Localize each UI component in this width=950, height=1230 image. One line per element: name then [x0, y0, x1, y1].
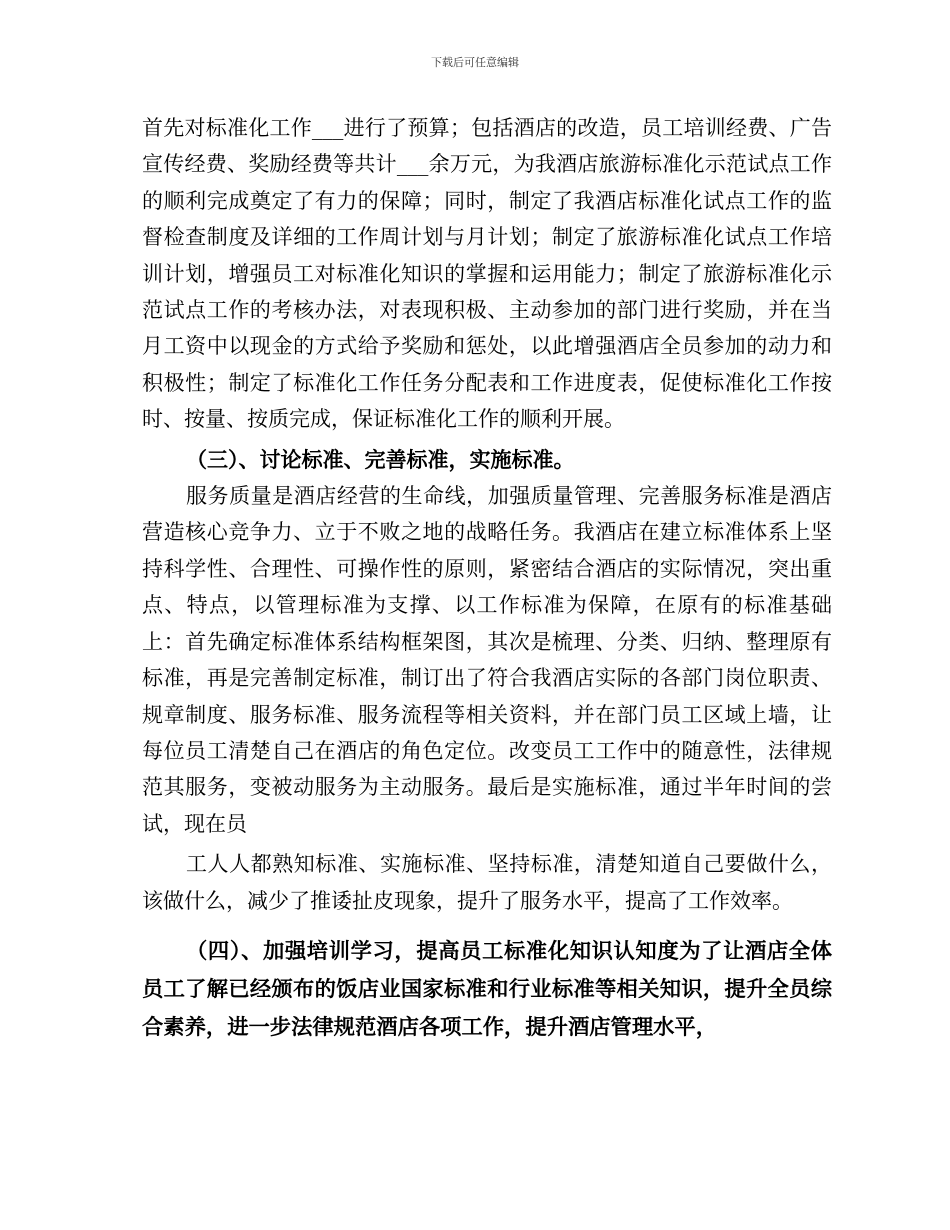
page-header: 下载后可任意编辑 — [431, 56, 519, 69]
document-body — [142, 110, 832, 1047]
section-heading-4: （四）、加强培训学习，提高员工标准化知识认知度为了让酒店全体员工了解已经颁布的饭店业国家标准和行业标准等相关知识，提升全员综合素养，进一步法律规范酒店各项工作，提升酒店管理水平， — [142, 938, 832, 1040]
paragraph-service-quality: 服务质量是酒店经营的生命线，加强质量管理、完善服务标准是酒店营造核心竞争力、立于不败之地的战略任务。我酒店在建立标准体系上坚持科学性、合理性、可操作性的原则，紧密结合酒店的实际情况，突出重点、特点，以管理标准为支撑、以工作标准为保障，在原有的标准基础上：首先确定标准体系结构框架图，其次是梳理、分类、归纳、整理原有标准，再是完善制定标准，制订出了符合我酒店实际的各部门岗位职责、规章制度、服务标准、服务流程等相关资料，并在部门员工区域上墙，让每位员工清楚自己在酒店的角色定位。改变员工工作中的随意性，法律规范其服务，变被动服务为主动服务。最后是实施标准，通过半年时间的尝试，现在员 — [142, 484, 832, 836]
paragraph-staff-standards: 工人人都熟知标准、实施标准、坚持标准，清楚知道自己要做什么，该做什么，减少了推诿扯皮现象，提升了服务水平，提高了工作效率。 — [142, 852, 832, 913]
paragraph-budget: 首先对标准化工作___进行了预算；包括酒店的改造，员工培训经费、广告宣传经费、奖励经费等共计___余万元，为我酒店旅游标准化示范试点工作的顺利完成奠定了有力的保障；同时，制定了我酒店标准化试点工作的监督检查制度及详细的工作周计划与月计划；制定了旅游标准化试点工作培训计划，增强员工对标准化知识的掌握和运用能力；制定了旅游标准化示范试点工作的考核办法，对表现积极、主动参加的部门进行奖励，并在当月工资中以现金的方式给予奖励和惩处，以此增强酒店全员参加的动力和积极性；制定了标准化工作任务分配表和工作进度表，促使标准化工作按时、按量、按质完成，保证标准化工作的顺利开展。 — [142, 116, 832, 432]
section-heading-3: （三）、讨论标准、完善标准，实施标准。 — [186, 446, 575, 472]
